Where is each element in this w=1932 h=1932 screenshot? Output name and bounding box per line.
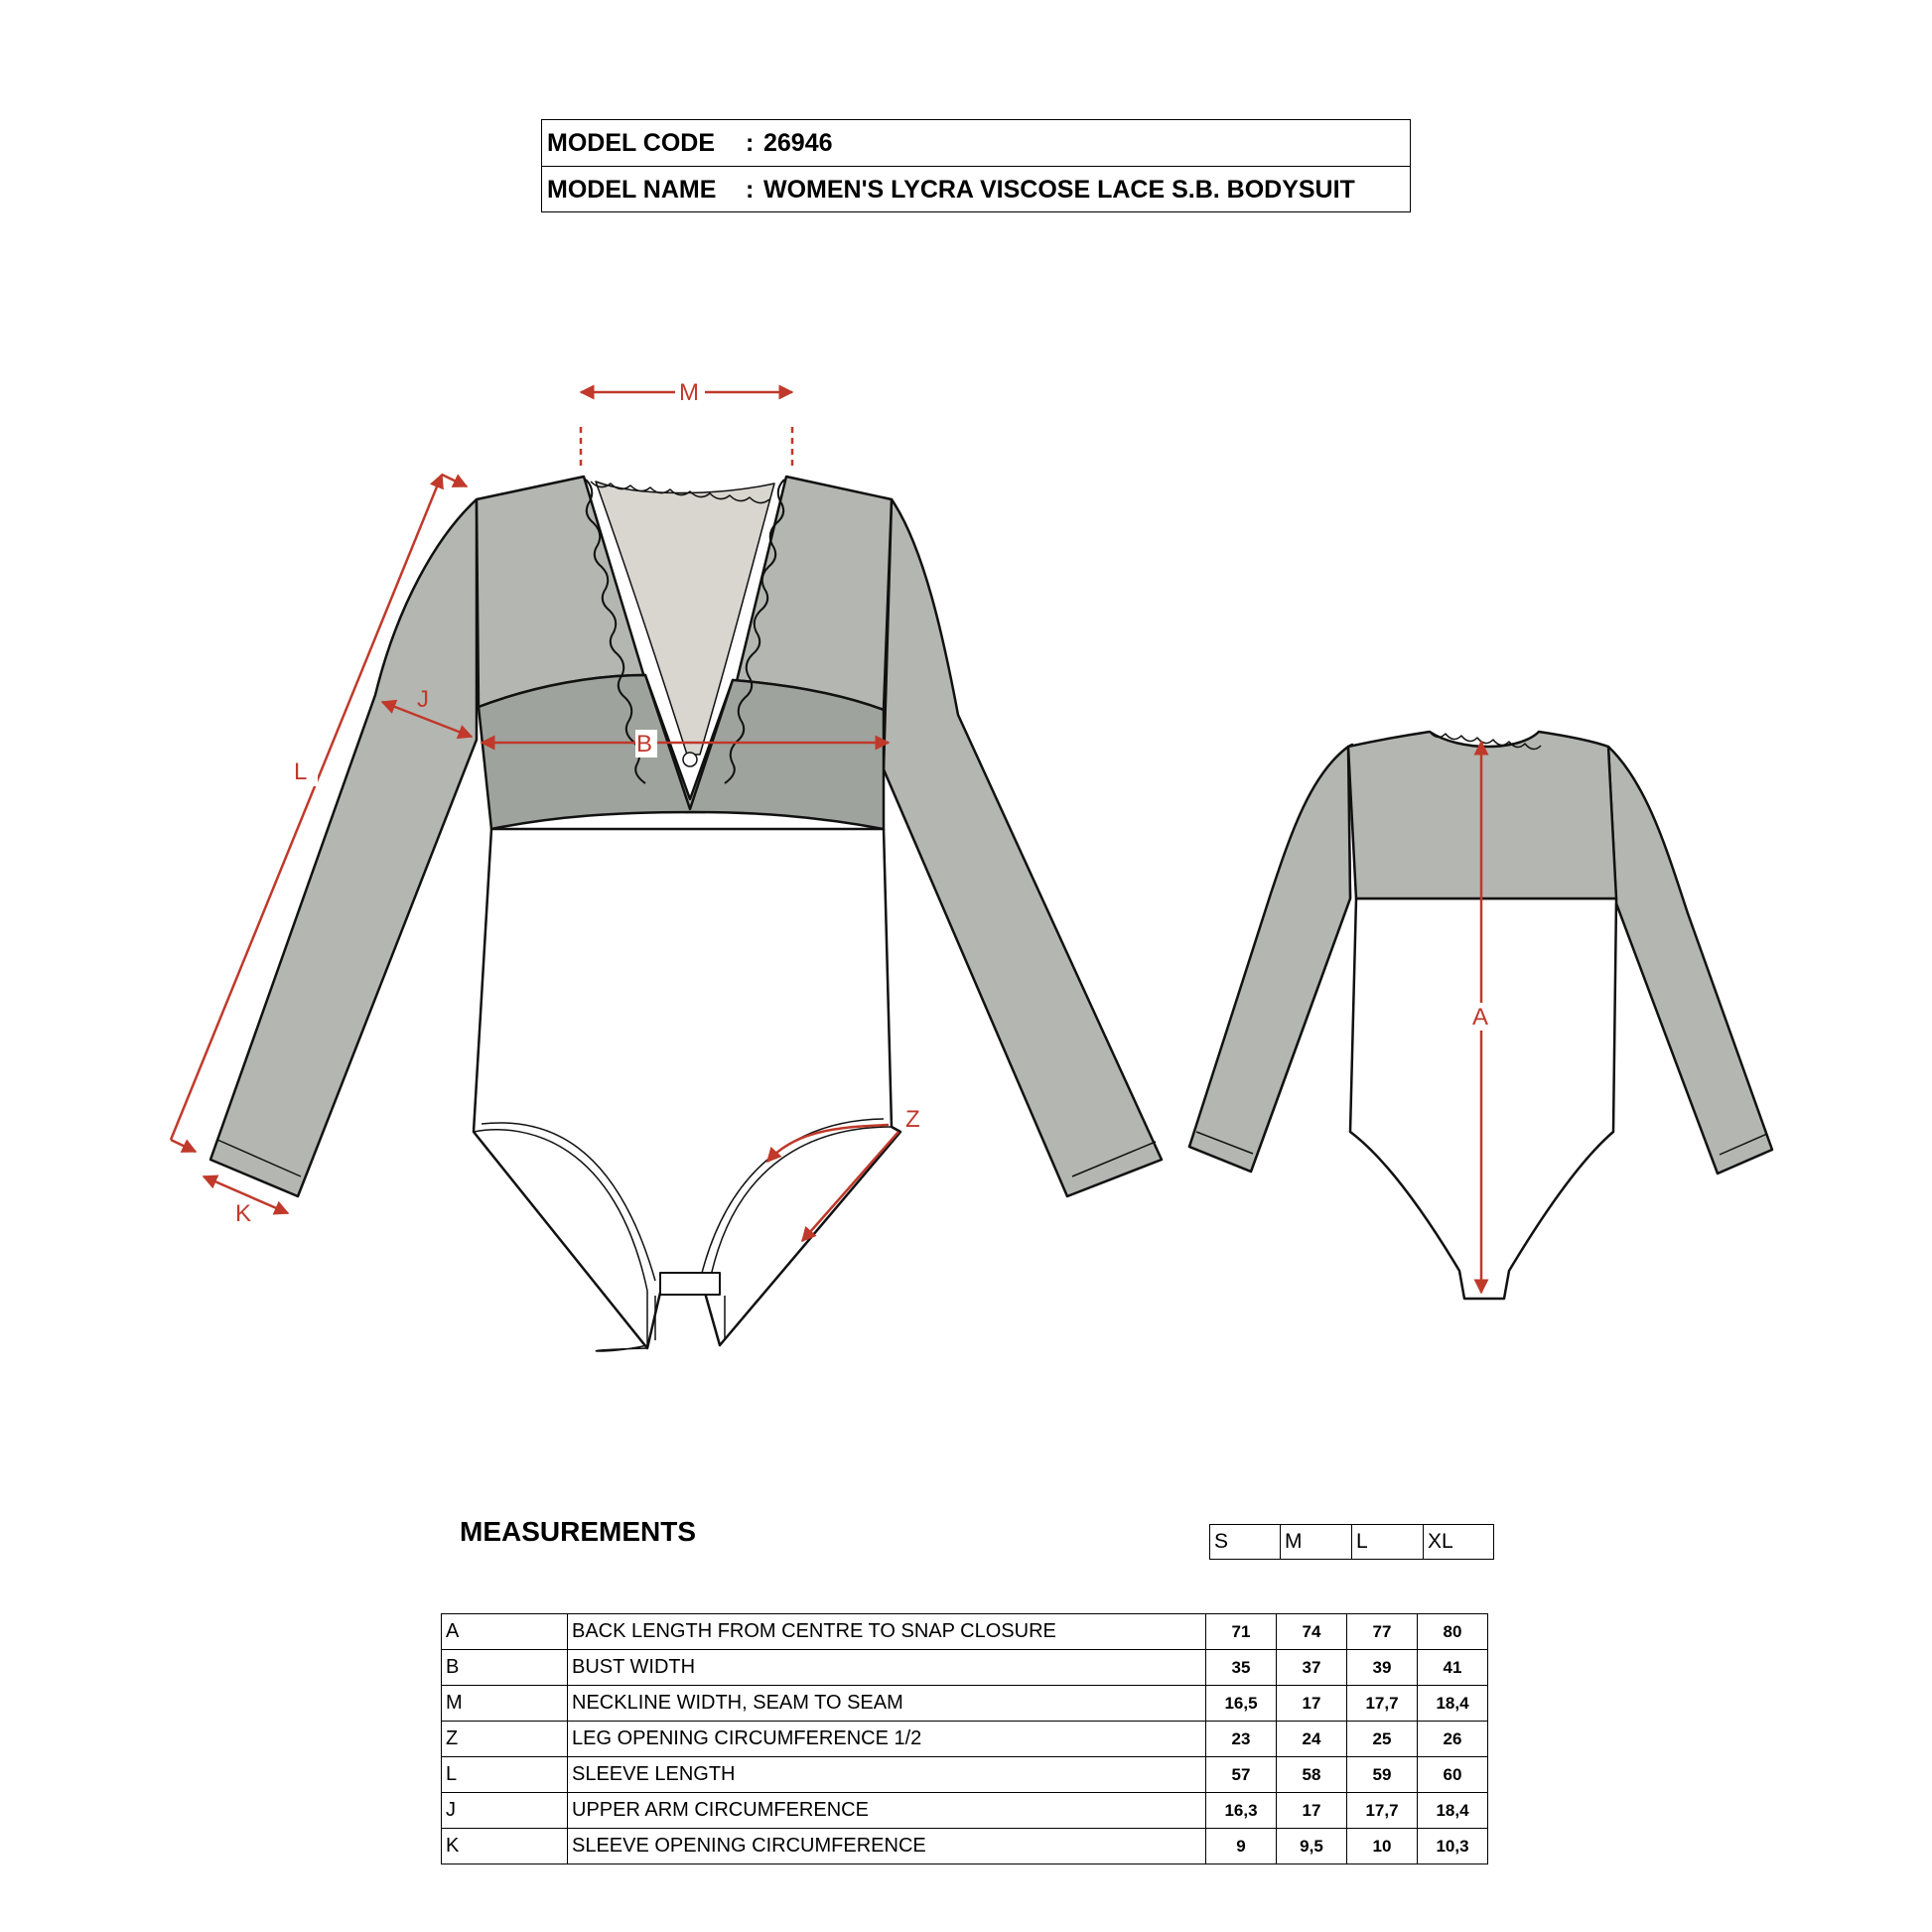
row-code: M <box>442 1686 568 1722</box>
back-body <box>1350 898 1616 1299</box>
row-value-l: 25 <box>1347 1722 1418 1757</box>
row-value-l: 17,7 <box>1347 1793 1418 1829</box>
dim-label-k: K <box>235 1200 252 1227</box>
row-value-s: 23 <box>1206 1722 1277 1757</box>
row-value-s: 16,3 <box>1206 1793 1277 1829</box>
row-value-xl: 60 <box>1418 1757 1488 1793</box>
row-value-xl: 26 <box>1418 1722 1488 1757</box>
row-description: BACK LENGTH FROM CENTRE TO SNAP CLOSURE <box>568 1614 1206 1650</box>
row-description: LEG OPENING CIRCUMFERENCE 1/2 <box>568 1722 1206 1757</box>
model-code-value: 26946 <box>763 128 833 157</box>
front-body <box>474 829 900 1348</box>
size-header-l: L <box>1352 1525 1424 1560</box>
row-value-l: 39 <box>1347 1650 1418 1686</box>
model-code-colon: : <box>746 128 755 157</box>
row-value-m: 37 <box>1277 1650 1347 1686</box>
measurements-title: MEASUREMENTS <box>460 1516 697 1547</box>
row-code: J <box>442 1793 568 1829</box>
row-value-m: 17 <box>1277 1686 1347 1722</box>
row-value-s: 35 <box>1206 1650 1277 1686</box>
row-value-xl: 80 <box>1418 1614 1488 1650</box>
row-value-xl: 18,4 <box>1418 1793 1488 1829</box>
dim-label-b: B <box>636 731 653 758</box>
row-code: L <box>442 1757 568 1793</box>
row-description: BUST WIDTH <box>568 1650 1206 1686</box>
model-code-label: MODEL CODE <box>547 128 715 157</box>
table-row <box>442 1650 1488 1686</box>
dim-label-a: A <box>1472 1004 1489 1031</box>
front-left-sleeve <box>210 499 477 1196</box>
front-view <box>210 477 1162 1351</box>
dim-label-m: M <box>679 379 699 406</box>
row-value-m: 58 <box>1277 1757 1347 1793</box>
row-value-l: 59 <box>1347 1757 1418 1793</box>
row-value-l: 10 <box>1347 1829 1418 1864</box>
dim-label-l: L <box>294 759 308 785</box>
row-value-xl: 18,4 <box>1418 1686 1488 1722</box>
table-row <box>442 1614 1488 1650</box>
table-row <box>442 1757 1488 1793</box>
front-right-sleeve <box>884 499 1162 1196</box>
row-description: UPPER ARM CIRCUMFERENCE <box>568 1793 1206 1829</box>
row-code: B <box>442 1650 568 1686</box>
back-right-sleeve <box>1608 747 1772 1173</box>
row-value-xl: 10,3 <box>1418 1829 1488 1864</box>
dim-label-z: Z <box>905 1106 920 1133</box>
size-header-s: S <box>1210 1525 1281 1560</box>
row-value-s: 71 <box>1206 1614 1277 1650</box>
table-row <box>442 1793 1488 1829</box>
row-code: K <box>442 1829 568 1864</box>
model-name-value: WOMEN'S LYCRA VISCOSE LACE S.B. BODYSUIT <box>763 175 1355 204</box>
row-value-s: 16,5 <box>1206 1686 1277 1722</box>
row-value-l: 77 <box>1347 1614 1418 1650</box>
dim-label-j: J <box>417 686 429 713</box>
row-value-xl: 41 <box>1418 1650 1488 1686</box>
row-description: SLEEVE LENGTH <box>568 1757 1206 1793</box>
table-row <box>442 1686 1488 1722</box>
model-name-label: MODEL NAME <box>547 175 717 204</box>
row-value-s: 57 <box>1206 1757 1277 1793</box>
row-value-m: 24 <box>1277 1722 1347 1757</box>
back-left-sleeve-shape <box>1189 747 1350 1172</box>
size-header-table <box>1209 1524 1494 1560</box>
row-value-m: 17 <box>1277 1793 1347 1829</box>
row-description: NECKLINE WIDTH, SEAM TO SEAM <box>568 1686 1206 1722</box>
row-value-m: 9,5 <box>1277 1829 1347 1864</box>
model-name-colon: : <box>746 175 755 204</box>
row-description: SLEEVE OPENING CIRCUMFERENCE <box>568 1829 1206 1864</box>
front-center-ring <box>683 753 697 766</box>
row-value-m: 74 <box>1277 1614 1347 1650</box>
row-code: Z <box>442 1722 568 1757</box>
row-value-l: 17,7 <box>1347 1686 1418 1722</box>
size-header-m: M <box>1281 1525 1352 1560</box>
row-code: A <box>442 1614 568 1650</box>
size-header-xl: XL <box>1424 1525 1494 1560</box>
table-row <box>442 1722 1488 1757</box>
row-value-s: 9 <box>1206 1829 1277 1864</box>
table-row <box>442 1829 1488 1864</box>
measurements-table <box>441 1613 1488 1864</box>
